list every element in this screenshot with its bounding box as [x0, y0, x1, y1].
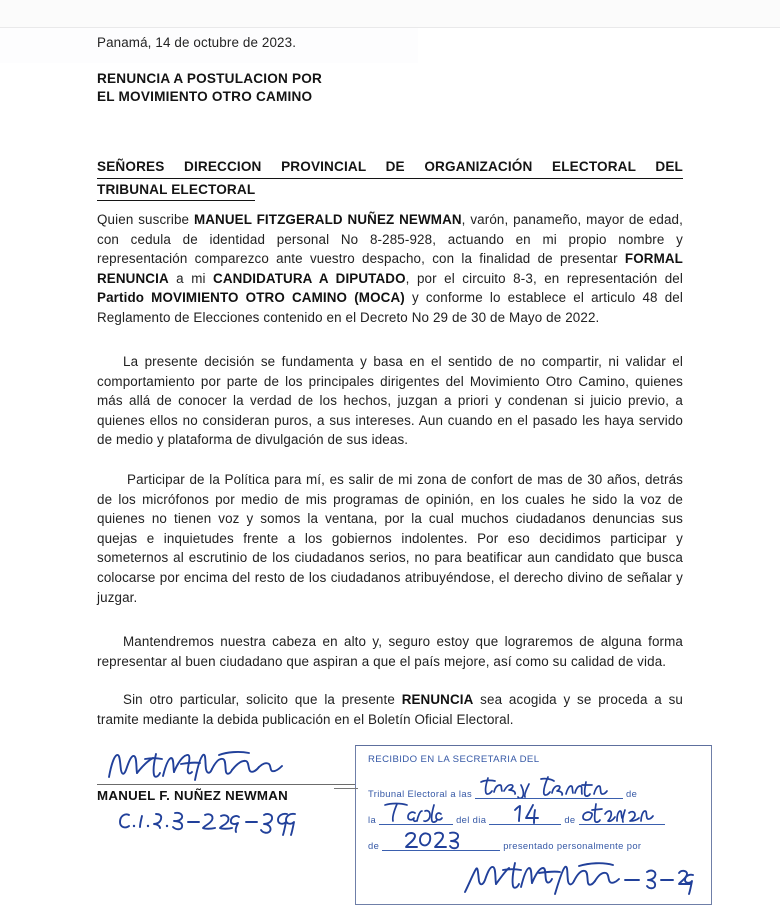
receipt-label-de-3: de: [368, 840, 380, 851]
p1-text-e: y conforme lo establece el articulo 48 del Reglamento de Elecciones contenido en el Decreto No 29 de 30 de Mayo de 2022.: [97, 290, 683, 325]
p1-text-d: , por el circuito 8-3, en representación del: [405, 270, 683, 286]
signature-block: [97, 748, 359, 837]
p1-text-c: a mi: [168, 270, 214, 286]
p5-text-a: Sin otro particular, solicito que la presente: [123, 692, 402, 707]
p1-formal-renuncia: FORMAL RENUNCIA: [97, 251, 683, 286]
receipt-value-day: [489, 804, 561, 825]
addressee-line-2: TRIBUNAL ELECTORAL: [97, 181, 255, 202]
p1-text-a: Quien suscribe: [97, 212, 194, 227]
receipt-row-year: [368, 829, 703, 851]
receipt-value-year: [382, 830, 500, 851]
paragraph-4: Mantendremos nuestra cabeza en alto y, seguro estoy que lograremos de alguna forma representar al buen ciudadano que aspiran a que el país mejore, así como su calidad de vida.: [97, 634, 683, 669]
document-title: [97, 70, 683, 105]
p1-text-b: , varón, panameño, mayor de edad, con cedula de identidad personal No 8-285-928, actuando en mi propio nombre y representación comparezco ante vuestro despacho, con la finalidad de presentar: [97, 212, 683, 267]
p1-candidatura: CANDIDATURA A DIPUTADO: [213, 270, 406, 286]
paragraph-5: [97, 690, 683, 729]
paragraph-3: Participar de la Política para mí, es salir de mi zona de confort de mas de 30 años, detrás de los micrófonos por medio de mis programas de opinión, en los cuales he sido la voz de quienes no tienen voz y somos la ventana, por la cual muchos ciudadanos denuncias sus quejas e inquietudes frente a los gobiernos indolentes. Por eso decidimos participar y someternos al escrutinio de los ciudadanos serios, no para beatificar aun candidato que busca colocarse por encima del resto de los ciudadanos atribuyéndose, el derecho divino de señalar y juzgar.: [97, 472, 683, 605]
receipt-stamp-content: [368, 754, 703, 855]
receipt-row-ampm-day-month: [368, 803, 703, 825]
handwritten-id-number: [97, 803, 347, 837]
receipt-label-del-dia: del dia: [456, 814, 487, 825]
p1-party-name: Partido MOVIMIENTO OTRO CAMINO (MOCA): [97, 290, 405, 306]
receipt-handwritten-signature: [461, 854, 701, 900]
addressee-line-1: SEÑORES DIRECCION PROVINCIAL DE ORGANIZACIÓN ELECTORAL DEL: [97, 158, 683, 179]
receipt-label-de-2: de: [564, 814, 576, 825]
receipt-tick-mark: [334, 788, 358, 789]
receipt-label-la: la: [368, 814, 377, 825]
receipt-label-de-1: de: [626, 788, 638, 799]
p1-declarant-name: MANUEL FITZGERALD NUÑEZ NEWMAN: [193, 212, 462, 227]
p5-renuncia: RENUNCIA: [401, 692, 474, 707]
document-date: Panamá, 14 de octubre de 2023.: [97, 35, 297, 50]
paragraph-1: [97, 210, 683, 328]
receipt-stamp-header: RECIBIDO EN LA SECRETARIA DEL: [368, 754, 540, 765]
paragraph-2: La presente decisión se fundamenta y basa en el sentido de no compartir, ni validar el comportamiento por parte de los principales dirigentes del Movimiento Otro Camino, quienes más allá de conocer la verdad de los hechos, juzgan a priori y condenan si juicio previo, a quienes ellos no consideran puros, a sus intereses. Aun cuando en el pasado les haya servido de medio y plataforma de divulgación de sus ideas.: [97, 354, 683, 448]
receipt-value-month: [579, 804, 665, 825]
document-title-line-1: RENUNCIA A POSTULACION POR: [97, 71, 323, 86]
addressee-line-2-wrapper: [97, 181, 683, 202]
p5-text-b: sea acogida y se proceda a su tramite mediante la debida publicación en el Boletín Oficial Electoral.: [97, 692, 683, 727]
handwritten-signature: [97, 748, 347, 784]
addressee-heading: [97, 158, 683, 201]
receipt-value-ampm: [379, 804, 453, 825]
document-title-line-2: EL MOVIMIENTO OTRO CAMINO: [97, 88, 313, 104]
receipt-row-time: [368, 777, 703, 799]
receipt-stamp-box: [355, 745, 712, 905]
receipt-label-tribunal: Tribunal Electoral a las: [368, 788, 473, 799]
receipt-label-presentado: presentado personalmente por: [503, 840, 642, 851]
receipt-value-time: [475, 778, 623, 799]
signature-printed-name: MANUEL F. NUÑEZ NEWMAN: [97, 788, 289, 803]
